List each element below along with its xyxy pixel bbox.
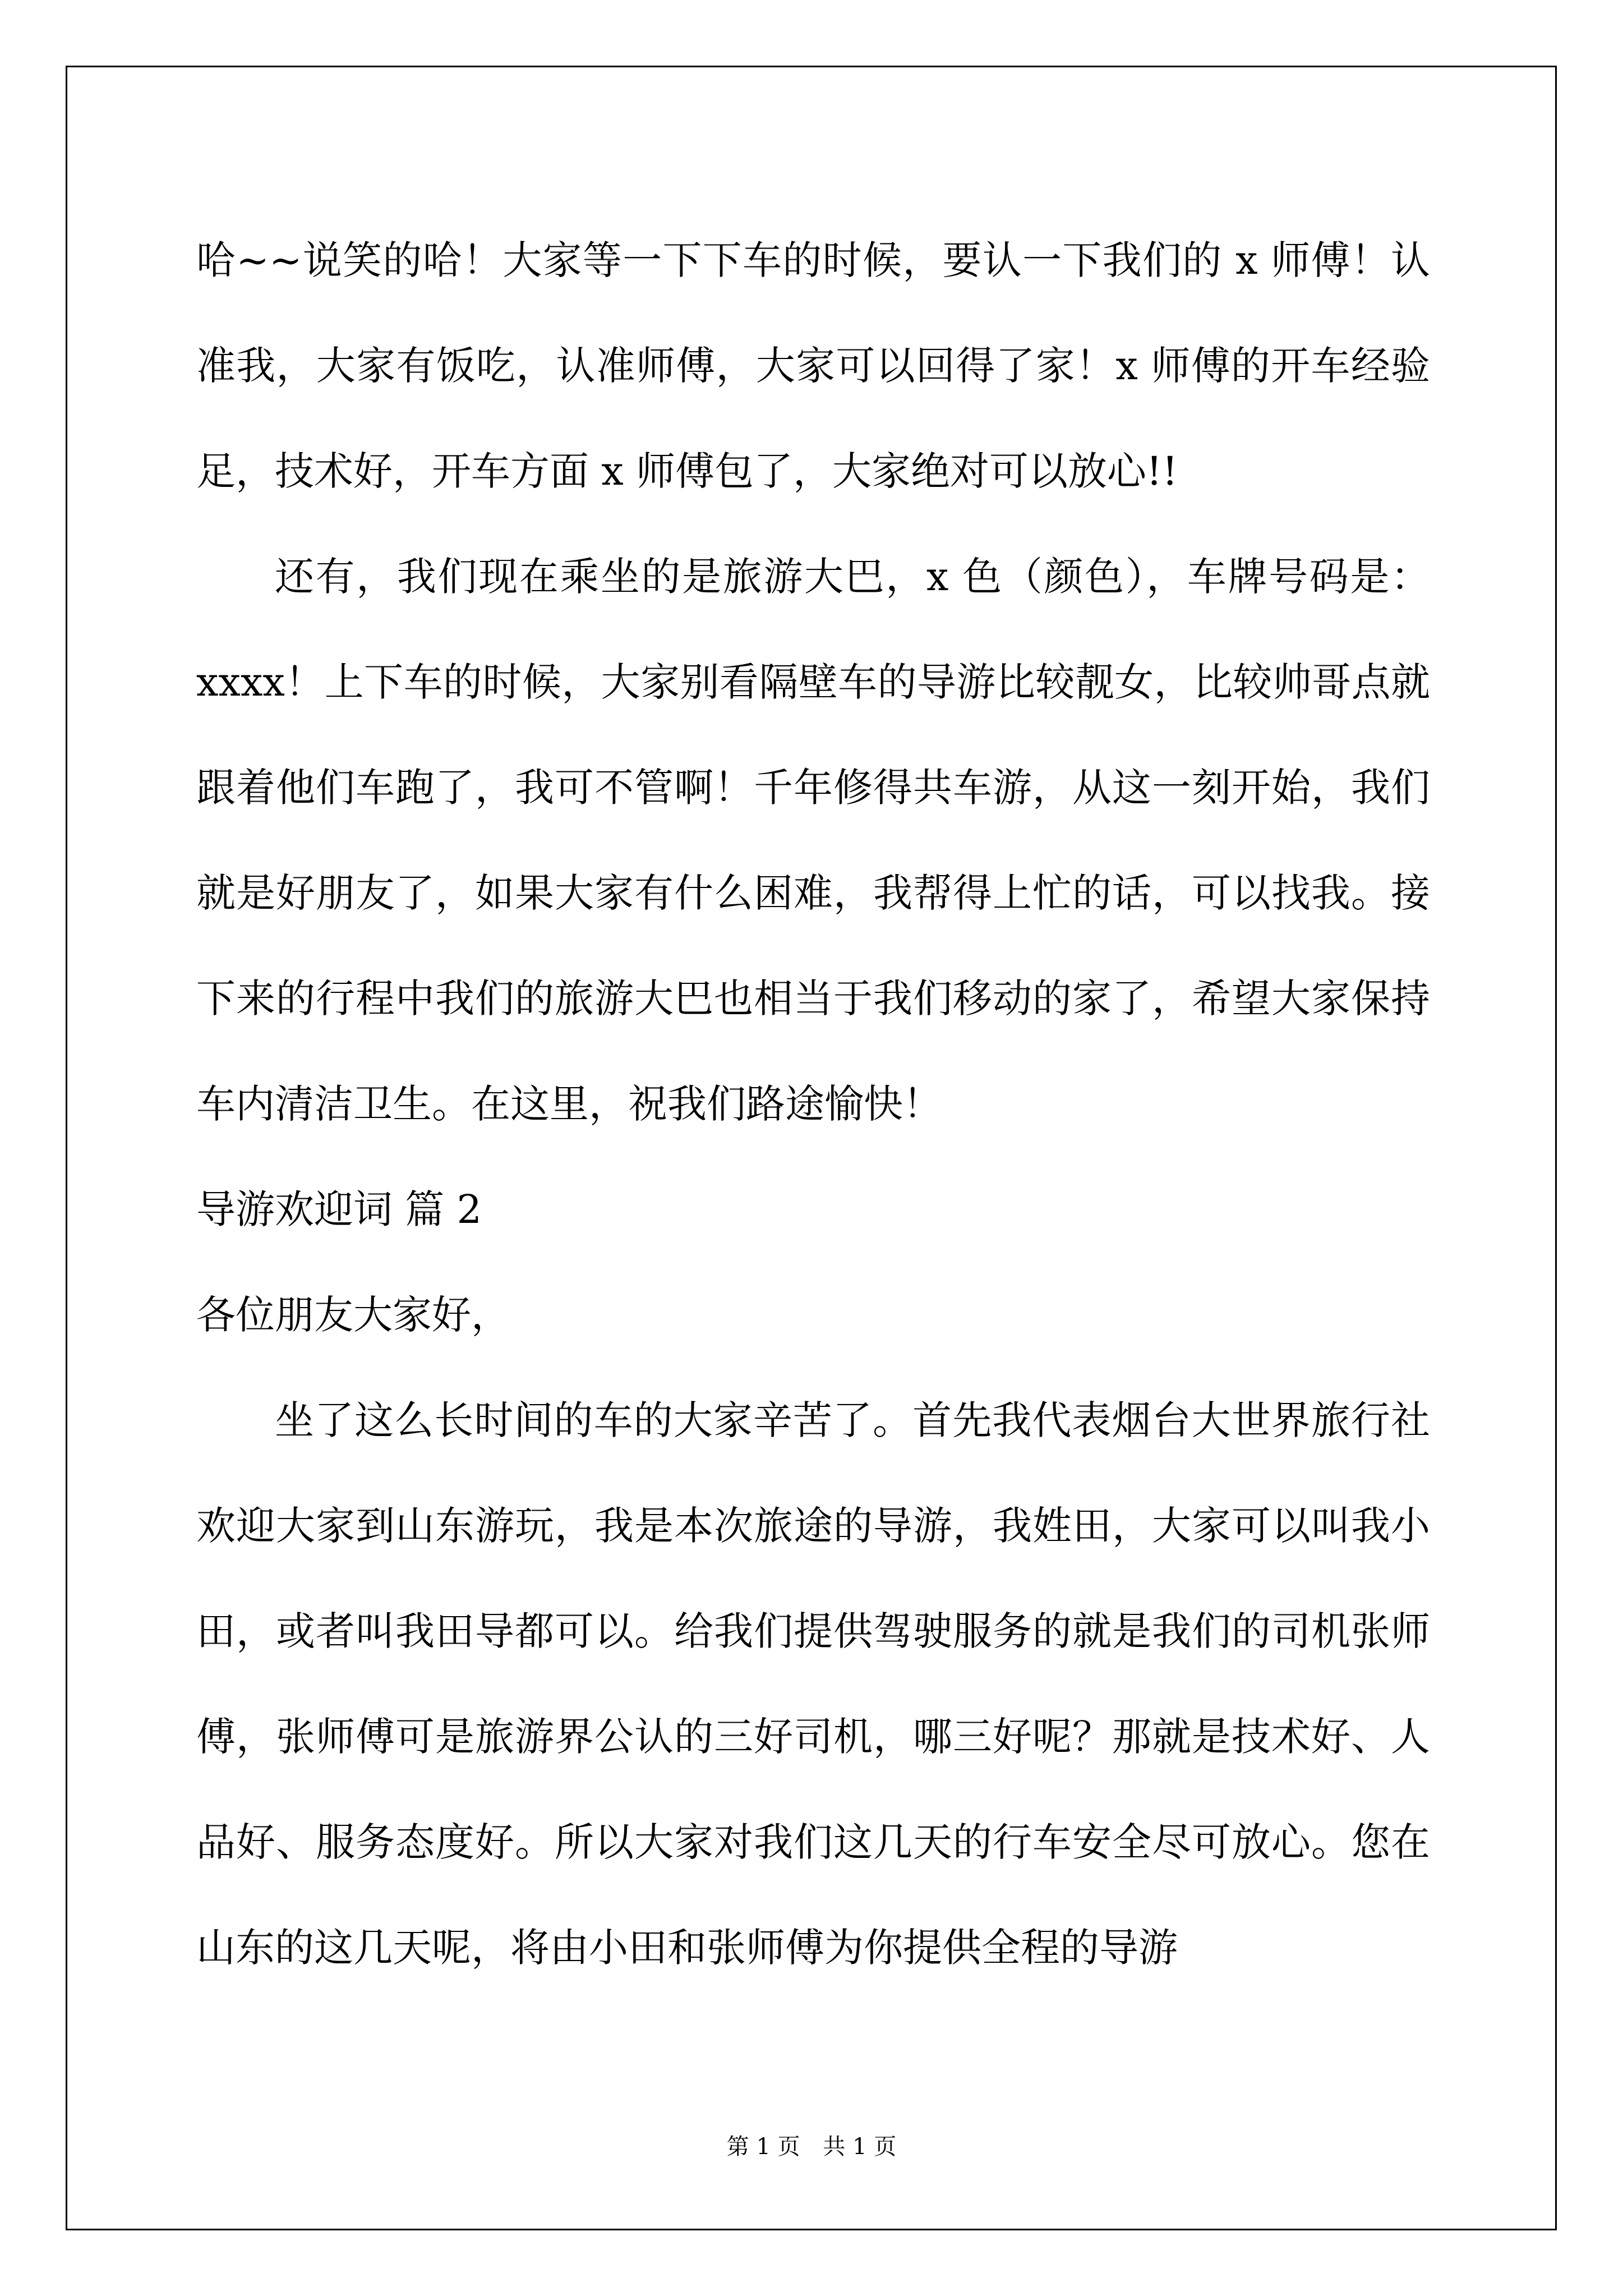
document-body — [196, 208, 1430, 2000]
page-total: 共 1 页 — [823, 2134, 897, 2160]
section-heading: 导游欢迎词 篇 2 — [196, 1186, 482, 1232]
paragraph-2: 还有，我们现在乘坐的是旅游大巴，x 色（颜色），车牌号码是：xxxx！上下车的时候，大家别看隔壁车的导游比较靓女，比较帅哥点就跟着他们车跑了，我可不管啊！千年修得共车游，从这一刻开始，我们就是好朋友了，如果大家有什么困难，我帮得上忙的话，可以找我。接下来的行程中我们的旅游大巴也相当于我们移动的家了，希望大家保持车内清洁卫生。在这里，祝我们路途愉快！ — [196, 554, 1430, 1127]
page-number: 第 1 页 — [726, 2134, 800, 2160]
paragraph-1: 哈~~说笑的哈！大家等一下下车的时候，要认一下我们的 x 师傅！认准我，大家有饭吃，认准师傅，大家可以回得了家！x 师傅的开车经验足，技术好，开车方面 x 师傅包了，大家绝对可以放心!! — [196, 237, 1430, 494]
greeting-line: 各位朋友大家好， — [196, 1292, 510, 1338]
paragraph-3: 坐了这么长时间的车的大家辛苦了。首先我代表烟台大世界旅行社欢迎大家到山东游玩，我是本次旅途的导游，我姓田，大家可以叫我小田，或者叫我田导都可以。给我们提供驾驶服务的就是我们的司机张师傅，张师傅可是旅游界公认的三好司机，哪三好呢？那就是技术好、人品好、服务态度好。所以大家对我们这几天的行车安全尽可放心。您在山东的这几天呢，将由小田和张师傅为你提供全程的导游 — [196, 1397, 1430, 1971]
page-footer — [0, 2129, 1623, 2161]
